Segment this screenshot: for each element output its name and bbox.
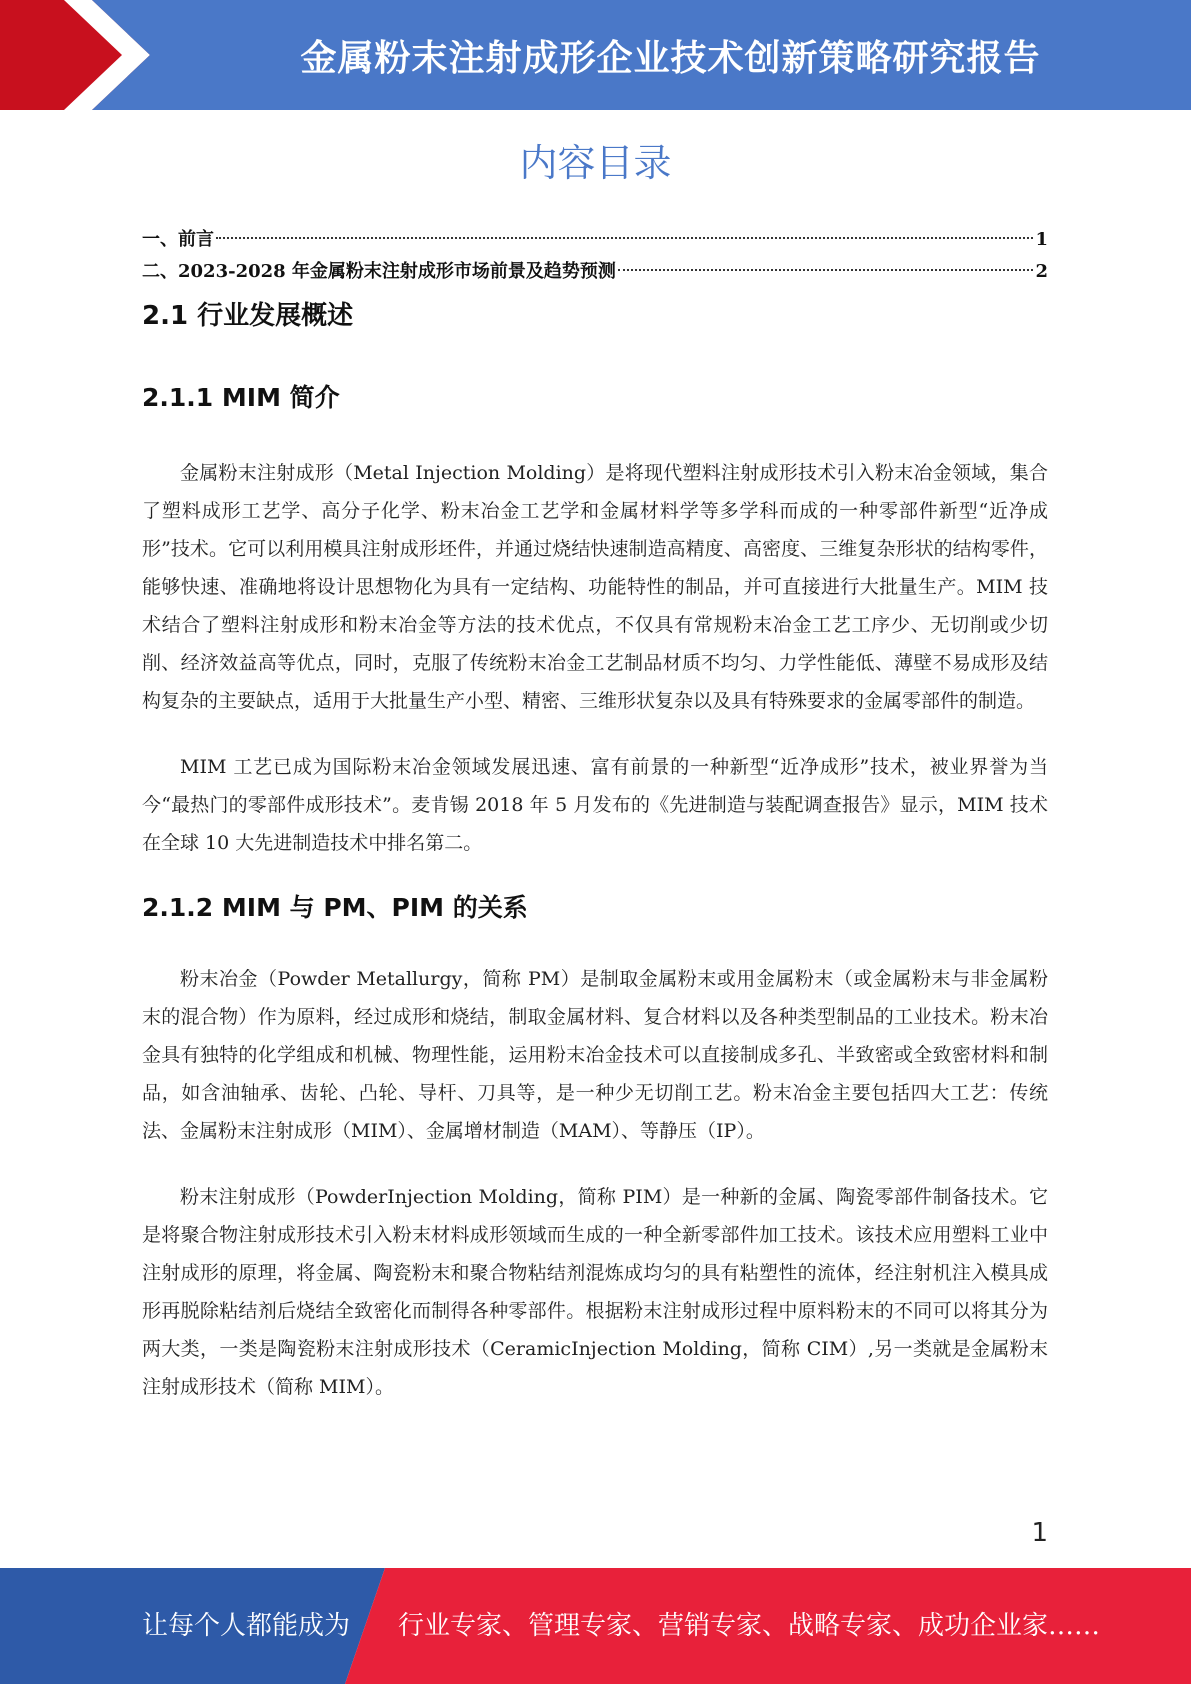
main-content — [142, 296, 1048, 1406]
toc-entry-label: 二、2023-2028 年金属粉末注射成形市场前景及趋势预测 — [142, 261, 616, 282]
toc-entry-preface[interactable] — [142, 224, 1048, 256]
footer-slogan-left: 让每个人都能成为 — [142, 1611, 351, 1641]
section-heading-2-1-1: 2.1.1 MIM 简介 — [142, 383, 340, 412]
toc-dot-leader — [216, 237, 1033, 239]
paragraph-mim-ranking: MIM 工艺已成为国际粉末冶金领域发展迅速、富有前景的一种新型“近净成形”技术，被业界誉为当今“最热门的零部件成形技术”。麦肯锡 2018 年 5 月发布的《先进制造与装配调查报告》显示，MIM 技术在全球 10 大先进制造技术中排名第二。 — [142, 756, 1048, 854]
paragraph-powder-metallurgy: 粉末冶金（Powder Metallurgy，简称 PM）是制取金属粉末或用金属粉末（或金属粉末与非金属粉末的混合物）作为原料，经过成形和烧结，制取金属材料、复合材料以及各种类型制品的工业技术。粉末冶金具有独特的化学组成和机械、物理性能，运用粉末冶金技术可以直接制成多孔、半致密或全致密材料和制品，如含油轴承、齿轮、凸轮、导杆、刀具等，是一种少无切削工艺。粉末冶金主要包括四大工艺：传统法、金属粉末注射成形（MIM）、金属增材制造（MAM）、等静压（IP）。 — [142, 968, 1048, 1142]
header-band — [0, 0, 1191, 110]
paragraph-pim: 粉末注射成形（PowderInjection Molding，简称 PIM）是一种新的金属、陶瓷零部件制备技术。它是将聚合物注射成形技术引入粉末材料成形领域而生成的一种全新零部件加工技术。该技术应用塑料工业中注射成形的原理，将金属、陶瓷粉末和聚合物粘结剂混炼成均匀的具有粘塑性的流体，经注射机注入模具成形再脱除粘结剂后烧结全致密化而制得各种零部件。根据粉末注射成形过程中原料粉末的不同可以将其分为两大类，一类是陶瓷粉末注射成形技术（CeramicInjection Molding，简称 CIM）,另一类就是金属粉末注射成形技术（简称 MIM）。 — [142, 1186, 1048, 1398]
paragraph-mim-intro: 金属粉末注射成形（Metal Injection Molding）是将现代塑料注射成形技术引入粉末冶金领域，集合了塑料成形工艺学、高分子化学、粉末冶金工艺学和金属材料学等多学科而成的一种零部件新型“近净成形”技术。它可以利用模具注射成形坯件，并通过烧结快速制造高精度、高密度、三维复杂形状的结构零件，能够快速、准确地将设计思想物化为具有一定结构、功能特性的制品，并可直接进行大批量生产。MIM 技术结合了塑料注射成形和粉末冶金等方法的技术优点，不仅具有常规粉末冶金工艺工序少、无切削或少切削、经济效益高等优点，同时，克服了传统粉末冶金工艺制品材质不均匀、力学性能低、薄壁不易成形及结构复杂的主要缺点，适用于大批量生产小型、精密、三维形状复杂以及具有特殊要求的金属零部件的制造。 — [142, 462, 1048, 712]
report-title: 金属粉末注射成形企业技术创新策略研究报告 — [300, 37, 1041, 79]
toc-entry-label: 一、前言 — [142, 229, 214, 250]
section-heading-2-1: 2.1 行业发展概述 — [142, 301, 354, 331]
toc-dot-leader — [618, 269, 1034, 271]
table-of-contents — [142, 224, 1048, 288]
toc-entry-page: 1 — [1035, 229, 1048, 250]
section-heading-2-1-2: 2.1.2 MIM 与 PM、PIM 的关系 — [142, 893, 528, 922]
toc-entry-market-forecast[interactable] — [142, 256, 1048, 288]
page-number: 1 — [1031, 1518, 1048, 1548]
toc-entry-page: 2 — [1035, 261, 1048, 282]
toc-title: 内容目录 — [519, 141, 672, 185]
header-chevron-icon — [0, 0, 150, 110]
footer-banner — [0, 1568, 1191, 1684]
footer-slogan-right: 行业专家、管理专家、营销专家、战略专家、成功企业家…… — [398, 1611, 1101, 1641]
